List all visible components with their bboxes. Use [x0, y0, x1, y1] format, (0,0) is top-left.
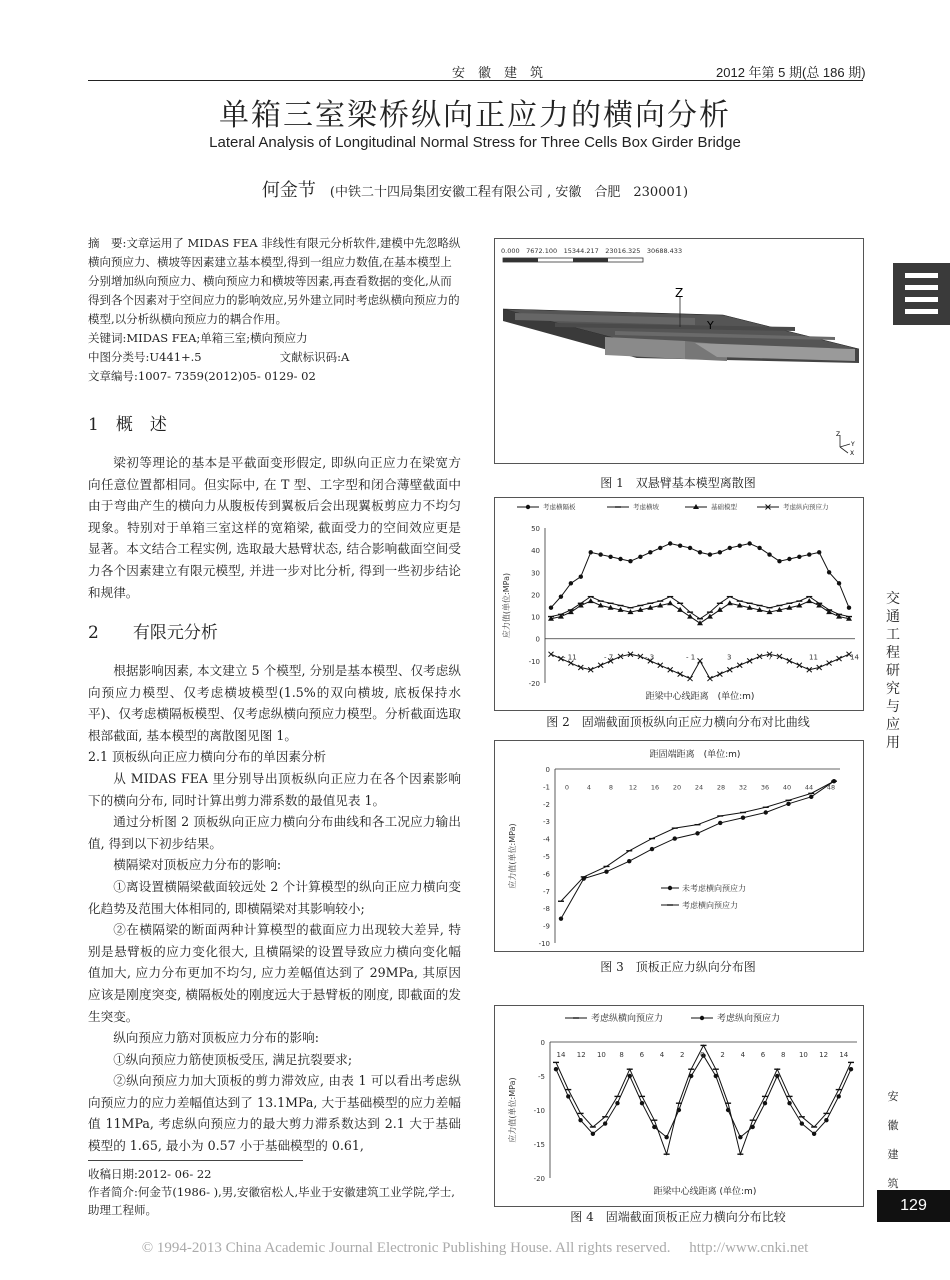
data-point: [678, 672, 683, 677]
data-point: [627, 859, 631, 863]
data-point: [807, 552, 811, 556]
author-bio: 作者简介:何金节(1986- ),男,安徽宿松人,毕业于安徽建筑工业学院,学士,助理工程师。: [88, 1185, 455, 1217]
data-point: [650, 847, 654, 851]
data-point: [718, 550, 722, 554]
data-point: [809, 795, 813, 799]
data-point: [764, 810, 768, 814]
legend-marker: [668, 886, 672, 890]
clc-number: 中图分类号:U441+.5: [88, 350, 202, 364]
y-tick-label: -15: [533, 1141, 545, 1149]
x-tick-label: 6: [639, 1051, 645, 1059]
x-tick-label: 0: [564, 783, 570, 792]
series-line: [551, 597, 849, 619]
y-axis-label: 应力值(单位:MPa): [502, 572, 511, 639]
received-date: 收稿日期:2012- 06- 22: [88, 1167, 212, 1181]
data-point: [717, 607, 723, 612]
data-point: [698, 550, 702, 554]
fig1-axis-y-label: Y: [707, 319, 714, 332]
y-tick-label: -5: [543, 853, 550, 861]
y-tick-label: 0: [545, 766, 550, 774]
data-point: [687, 614, 693, 619]
x-tick-label: 8: [608, 783, 614, 792]
fig1-scale-segment: [573, 258, 608, 262]
data-point: [677, 1108, 681, 1112]
section2-paragraph: ②在横隔梁的断面两种计算模型的截面应力出现较大差异, 特别是悬臂板的应力变化很大, 且横隔梁的设置导致应力横向变化幅值加大, 应力分布更加不均匀, 应力差幅值达到了 29MPa, 其原因应该是刚度突变, 横隔板处的刚度远大于悬臂板的刚度, 即截面的发生突变。: [88, 922, 461, 1024]
x-tick-label: 12: [628, 783, 638, 792]
series-line: [556, 1056, 851, 1138]
y-tick-label: -5: [538, 1073, 545, 1081]
data-point: [707, 614, 713, 619]
section2-paragraph: 根据影响因素, 本文建立 5 个模型, 分别是基本模型、仅考虑纵向预应力模型、仅考虑横坡模型(1.5%的双向横坡, 底板保持水平)、仅考虑横隔板模型、仅考虑纵横向预应力模型。分析截面选取根部截面, 基本模型的离散图见图 1。: [88, 663, 461, 743]
y-axis-label: 应力值(单位:MPa): [508, 1077, 517, 1143]
y-tick-label: -2: [543, 800, 550, 809]
y-tick-label: 40: [531, 547, 540, 556]
figure3-frame: [494, 740, 864, 952]
data-point: [603, 1121, 607, 1125]
fig1-scale-labels: 0.000 7672.100 15344.217 23016.325 30688.433: [501, 247, 683, 255]
fig1-triad-y-label: Y: [851, 441, 855, 448]
y-tick-label: 10: [531, 613, 540, 622]
fig1-triad-x: [840, 447, 848, 453]
legend-label: 基础模型: [711, 503, 737, 511]
data-point: [812, 1132, 816, 1136]
subsection-heading: 2.1 顶板纵向正应力横向分布的单因素分析: [88, 749, 327, 765]
data-point: [591, 1132, 595, 1136]
data-point: [726, 1108, 730, 1112]
data-point: [728, 546, 732, 550]
y-tick-label: -6: [543, 870, 550, 879]
data-point: [658, 546, 662, 550]
x-tick-label: 2: [679, 1051, 685, 1059]
data-point: [714, 1074, 718, 1078]
data-point: [787, 1101, 791, 1105]
fig1-axis-z-label: Z: [675, 286, 684, 300]
data-point: [559, 916, 563, 920]
series-line: [551, 601, 849, 623]
keywords: 关键词:MIDAS FEA;单箱三室;横向预应力: [88, 331, 308, 345]
data-point: [727, 600, 733, 605]
data-point: [800, 1121, 804, 1125]
data-point: [837, 656, 842, 661]
figure3-chart: [495, 741, 863, 951]
data-point: [806, 598, 812, 603]
y-tick-label: -7: [543, 887, 550, 896]
x-tick-label: 40: [782, 783, 792, 792]
x-tick-label: 24: [694, 783, 704, 792]
sidebar-journal-label: 安徽建筑: [887, 1090, 899, 1190]
data-point: [689, 1074, 693, 1078]
data-point: [559, 594, 563, 598]
data-point: [578, 1118, 582, 1122]
data-point: [707, 676, 712, 681]
legend-label: 考虑纵向预应力: [783, 503, 829, 511]
figure1-frame: [494, 238, 864, 464]
series-line: [556, 1045, 851, 1154]
data-point: [797, 663, 802, 668]
data-point: [598, 663, 603, 668]
author-line: [0, 176, 950, 202]
x-tick-label: 14: [839, 1051, 849, 1059]
y-tick-label: -20: [533, 1175, 545, 1183]
data-point: [747, 658, 752, 663]
data-point: [638, 555, 642, 559]
section2-paragraph: 纵向预应力筋对顶板应力分布的影响:: [113, 1030, 319, 1046]
figure2-caption: 图 2 固端截面顶板纵向正应力横向分布对比曲线: [546, 715, 810, 729]
y-tick-label: -20: [528, 680, 540, 688]
data-point: [667, 600, 673, 605]
x-tick-label: 6: [760, 1051, 766, 1059]
data-point: [588, 598, 594, 603]
data-point: [824, 1118, 828, 1122]
data-point: [589, 550, 593, 554]
y-tick-label: 0: [535, 635, 540, 644]
data-point: [678, 544, 682, 548]
section2-paragraph: ①离设置横隔梁截面较远处 2 个计算模型的纵向正应力横向变化趋势及范围大体相同的, 即横隔梁对其影响较小;: [88, 878, 461, 916]
data-point: [786, 802, 790, 806]
data-point: [688, 676, 693, 681]
article-number: 文章编号:1007- 7359(2012)05- 0129- 02: [88, 369, 316, 383]
tab-stripe: [905, 273, 938, 278]
section2-paragraph: 横隔梁对顶板应力分布的影响:: [113, 857, 282, 873]
figure4-caption: 图 4 固端截面顶板正应力横向分布比较: [570, 1210, 786, 1224]
legend-label: 考虑横隔板: [543, 503, 576, 511]
y-axis-label: 应力值(单位:MPa): [508, 823, 517, 889]
data-point: [658, 663, 663, 668]
data-point: [738, 1135, 742, 1139]
x-tick-label: - 7: [604, 653, 614, 662]
figure3-caption: 图 3 顶板正应力纵向分布图: [600, 960, 756, 974]
data-point: [688, 546, 692, 550]
y-tick-label: -10: [528, 657, 540, 666]
data-point: [797, 555, 801, 559]
x-axis-label: 距梁中心线距离 (单位:m): [645, 692, 755, 702]
legend-marker: [700, 1016, 704, 1020]
legend-label: 考虑横向预应力: [682, 901, 738, 910]
x-tick-label: 4: [659, 1051, 665, 1059]
x-tick-label: 0: [700, 1051, 705, 1059]
footnote: [88, 1165, 461, 1219]
paper-title: 单箱三室梁桥纵向正应力的横向分析: [219, 98, 731, 133]
data-point: [741, 816, 745, 820]
data-point: [673, 836, 677, 840]
copyright-footer: © 1994-2013 China Academic Journal Electronic Publishing House. All rights reserved. http://www.cnki.net: [141, 1240, 809, 1256]
section2-heading: 2 有限元分析: [88, 623, 218, 643]
figure2-frame: [494, 497, 864, 711]
x-tick-label: 8: [619, 1051, 624, 1059]
journal-header: 安 徽 建 筑: [452, 65, 544, 80]
legend-label: 考虑横坡: [633, 503, 659, 511]
figure4-frame: [494, 1005, 864, 1207]
data-point: [604, 869, 608, 873]
y-tick-label: -4: [543, 835, 550, 844]
section2-paragraph: 从 MIDAS FEA 里分别导出顶板纵向正应力在各个因素影响下的横向分布, 同时计算出剪力滞系数的最值见表 1。: [88, 770, 461, 808]
y-tick-label: -1: [543, 783, 550, 792]
x-tick-label: 11: [809, 653, 818, 662]
x-tick-label: 3: [727, 653, 732, 662]
tab-stripe: [905, 309, 938, 314]
data-point: [787, 557, 791, 561]
data-point: [837, 581, 841, 585]
section2-body: [88, 660, 461, 1157]
data-point: [608, 555, 612, 559]
data-point: [569, 581, 573, 585]
y-tick-label: 20: [531, 591, 540, 600]
data-point: [717, 672, 722, 677]
legend-label: 考虑纵向预应力: [717, 1014, 781, 1024]
data-point: [718, 821, 722, 825]
x-tick-label: 10: [596, 1051, 606, 1059]
data-point: [579, 575, 583, 579]
data-point: [777, 559, 781, 563]
sidebar-section-label: 交通工程研究与应用: [886, 591, 900, 751]
abstract-body: [88, 234, 461, 329]
figure2-chart: [495, 498, 863, 710]
data-point: [648, 550, 652, 554]
fig1-triad-x-label: X: [850, 450, 855, 457]
y-tick-label: 50: [531, 525, 540, 533]
section-tab-icon: [893, 263, 950, 325]
data-point: [763, 1101, 767, 1105]
fig1-triad-y: [840, 444, 850, 447]
data-point: [664, 1135, 668, 1139]
x-tick-label: 48: [826, 783, 836, 792]
x-tick-label: 12: [576, 1051, 586, 1059]
x-tick-label: 4: [740, 1051, 746, 1059]
data-point: [698, 658, 703, 663]
x-tick-label: 2: [720, 1051, 725, 1059]
header-rule: [88, 80, 863, 81]
series-line: [561, 781, 834, 918]
legend-label: 未考虑横向预应力: [682, 884, 746, 893]
x-tick-label: 14: [556, 1051, 566, 1059]
data-point: [847, 606, 851, 610]
doc-code: 文献标识码:A: [279, 350, 350, 364]
data-point: [737, 663, 742, 668]
section1-body: [88, 452, 461, 603]
data-point: [757, 546, 761, 550]
x-tick-label: 4: [586, 783, 592, 792]
legend-marker: [526, 505, 530, 509]
x-tick-label: - 11: [563, 653, 577, 662]
y-tick-label: -8: [543, 905, 550, 914]
author-affiliation: (中铁二十四局集团安徽工程有限公司 , 安徽 合肥 230001): [329, 185, 689, 200]
data-point: [618, 557, 622, 561]
x-tick-label: 20: [672, 783, 682, 792]
y-tick-label: -10: [538, 940, 550, 948]
x-tick-label: 14: [850, 653, 859, 662]
tab-stripe: [905, 297, 938, 302]
data-point: [750, 1125, 754, 1129]
chart-title: 距固端距离 (单位:m): [649, 750, 741, 760]
y-tick-label: -9: [543, 922, 550, 931]
data-point: [775, 1074, 779, 1078]
x-tick-label: 12: [819, 1051, 829, 1059]
figure1-caption: 图 1 双悬臂基本模型离散图: [600, 476, 756, 490]
x-tick-label: 28: [716, 783, 726, 792]
y-tick-label: 30: [531, 569, 540, 578]
x-tick-label: - 3: [645, 653, 655, 662]
y-tick-label: -10: [533, 1107, 545, 1115]
section2-paragraph: ①纵向预应力筋使顶板受压, 满足抗裂要求;: [113, 1051, 353, 1067]
data-point: [738, 544, 742, 548]
data-point: [668, 541, 672, 545]
abstract-text: 文章运用了 MIDAS FEA 非线性有限元分析软件,建模中先忽略纵横向预应力、横坡等因素建立基本模型,得到一组应力数值,在基本模型上分别增加纵向预应力、横向预应力和横坡等因素,再查看数据的变化,从而得到各个因素对于空间应力的影响效应,另外建立同时考虑纵横向预应力的模型,以分析纵横向预应力的耦合作用。: [88, 236, 461, 326]
fig1-scale-segment: [503, 258, 538, 262]
section2-paragraph: 通过分析图 2 顶板纵向正应力横向分布曲线和各工况应力输出值, 得到以下初步结果。: [88, 814, 461, 851]
tab-stripe: [905, 285, 938, 290]
data-point: [598, 552, 602, 556]
data-point: [668, 667, 673, 672]
data-point: [549, 652, 554, 657]
footnote-rule: [88, 1160, 303, 1161]
data-point: [677, 607, 683, 612]
classification-row: [88, 348, 461, 367]
data-point: [628, 559, 632, 563]
x-tick-label: 32: [738, 783, 748, 792]
section1-heading: 1 概 述: [88, 415, 167, 435]
page-number: 129: [877, 1190, 950, 1222]
data-point: [747, 541, 751, 545]
data-point: [727, 667, 732, 672]
figure4-chart: [495, 1006, 863, 1206]
data-point: [566, 1094, 570, 1098]
data-point: [628, 1074, 632, 1078]
data-point: [695, 831, 699, 835]
data-point: [652, 1125, 656, 1129]
x-tick-label: 44: [804, 783, 814, 792]
data-point: [640, 1101, 644, 1105]
data-point: [615, 1101, 619, 1105]
figure1-mesh: [495, 239, 863, 463]
data-point: [708, 552, 712, 556]
series-line: [551, 654, 849, 678]
y-tick-label: 0: [540, 1039, 545, 1047]
x-tick-label: 7: [768, 653, 773, 662]
abstract-label: 摘 要:: [88, 236, 127, 250]
x-tick-label: 36: [760, 783, 770, 792]
data-point: [549, 606, 553, 610]
x-tick-label: 10: [798, 1051, 808, 1059]
data-point: [817, 550, 821, 554]
paper-title-en: Lateral Analysis of Longitudinal Normal Stress for Three Cells Box Girder Bridge: [209, 134, 741, 151]
issue-header: 2012 年第 5 期(总 186 期): [716, 65, 866, 80]
section1-paragraph: 梁初等理论的基本是平截面变形假定, 即纵向正应力在梁宽方向任意位置都相同。但实际中, 在 T 型、工字型和闭合薄壁截面中由于弯曲产生的横向力从腹板传到翼板后会出现翼板剪应力不均匀现象。特别对于单箱三室这样的宽箱梁, 截面受力的空间效应更是显著。本文结合工程实例, 选取最大悬臂状态, 结合影响截面空间受力各个因素建立有限元模型, 并进一步对比分析, 得到一些初步结论和规律。: [88, 455, 461, 600]
x-axis-label: 距梁中心线距离 (单位:m): [653, 1187, 757, 1197]
data-point: [849, 1067, 853, 1071]
x-tick-label: 8: [780, 1051, 786, 1059]
data-point: [554, 1067, 558, 1071]
x-tick-label: 16: [650, 783, 660, 792]
data-point: [697, 620, 703, 625]
data-point: [767, 552, 771, 556]
section2-paragraph: ②纵向预应力加大顶板的剪力滞效应, 由表 1 可以看出考虑纵向预应力的应力差幅值达到了 13.1MPa, 大于基础模型的应力差幅值 11MPa, 考虑纵向预应力的最大剪力滞系数达到 2.1 大于基础模型的 1.65, 最小为 0.57 小于基础模型的 0.61,: [88, 1073, 461, 1154]
data-point: [837, 1094, 841, 1098]
abstract: [88, 234, 461, 386]
y-tick-label: -3: [543, 818, 550, 827]
data-point: [827, 661, 832, 666]
legend-label: 考虑纵横向预应力: [591, 1014, 664, 1024]
data-point: [827, 570, 831, 574]
fig1-triad-z-label: Z: [836, 431, 841, 438]
author-name: 何金节: [261, 180, 316, 201]
x-tick-label: - 1: [686, 653, 696, 662]
data-point: [787, 658, 792, 663]
